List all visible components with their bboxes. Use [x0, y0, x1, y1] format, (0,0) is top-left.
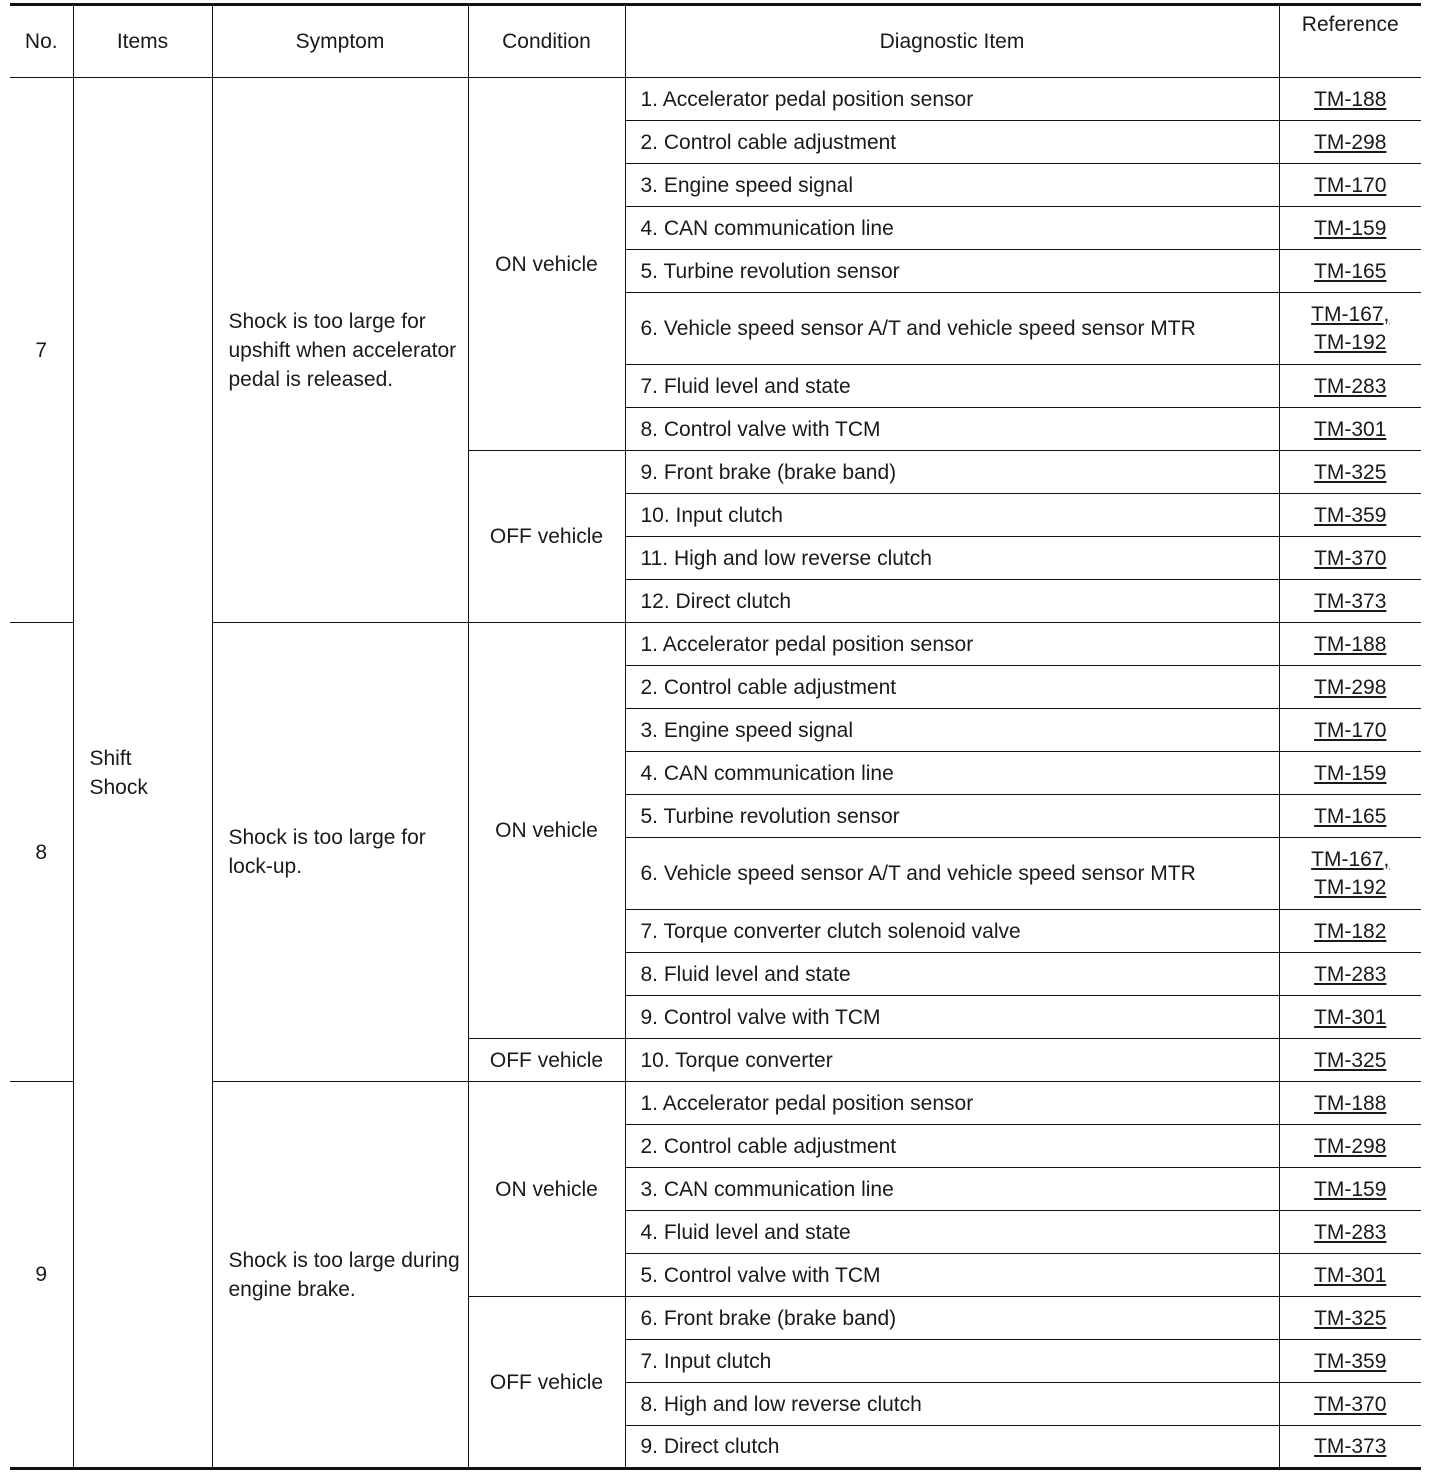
reference-cell [1279, 207, 1421, 250]
header-no: No. [10, 5, 73, 78]
header-row [10, 5, 1421, 78]
reference-link[interactable]: TM-283 [1314, 1220, 1387, 1244]
diagnostic-item: 2. Control cable adjustment [625, 666, 1279, 709]
diagnostic-item: 11. High and low reverse clutch [625, 537, 1279, 580]
reference-cell [1279, 953, 1421, 996]
reference-links [1314, 1219, 1386, 1247]
reference-link[interactable]: TM-359 [1314, 1349, 1387, 1373]
symptom-text: Shock is too large for upshift when accelerator pedal is released. [212, 78, 468, 623]
reference-cell [1279, 709, 1421, 752]
diagnostic-item: 5. Control valve with TCM [625, 1254, 1279, 1297]
reference-cell [1279, 1082, 1421, 1125]
reference-cell [1279, 1254, 1421, 1297]
reference-cell [1279, 910, 1421, 953]
reference-link[interactable]: TM-359 [1314, 503, 1387, 527]
diagnostic-item: 8. Fluid level and state [625, 953, 1279, 996]
header-items: Items [73, 5, 212, 78]
reference-link[interactable]: TM-298 [1314, 130, 1387, 154]
diagnostic-item: 2. Control cable adjustment [625, 1125, 1279, 1168]
diagnostic-item: 8. High and low reverse clutch [625, 1383, 1279, 1426]
table-row [10, 78, 1421, 121]
reference-cell [1279, 1383, 1421, 1426]
reference-links [1314, 545, 1386, 573]
diagnostic-item: 5. Turbine revolution sensor [625, 250, 1279, 293]
reference-cell [1279, 580, 1421, 623]
reference-link[interactable]: TM-301 [1314, 1263, 1387, 1287]
reference-link[interactable]: TM-188 [1314, 1091, 1387, 1115]
diagnostic-item: 9. Front brake (brake band) [625, 451, 1279, 494]
condition-label: OFF vehicle [468, 1039, 625, 1082]
reference-links [1314, 373, 1386, 401]
condition-label: OFF vehicle [468, 451, 625, 623]
diagnostic-item: 7. Input clutch [625, 1340, 1279, 1383]
reference-link[interactable]: TM-182 [1314, 919, 1387, 943]
reference-links [1314, 631, 1386, 659]
condition-label: ON vehicle [468, 78, 625, 451]
diagnostic-item: 4. CAN communication line [625, 752, 1279, 795]
reference-links [1314, 1047, 1386, 1075]
reference-link[interactable]: TM-301 [1314, 417, 1387, 441]
diagnostic-item: 7. Torque converter clutch solenoid valve [625, 910, 1279, 953]
reference-link[interactable]: TM-170 [1314, 173, 1387, 197]
reference-link[interactable]: TM-373 [1314, 589, 1387, 613]
reference-link[interactable]: TM-159 [1314, 1177, 1387, 1201]
reference-cell [1279, 996, 1421, 1039]
reference-links [1314, 1305, 1386, 1333]
row-number: 7 [10, 78, 73, 623]
diagnostic-item: 7. Fluid level and state [625, 365, 1279, 408]
reference-links [1314, 1004, 1386, 1032]
reference-links [1314, 717, 1386, 745]
reference-link[interactable]: TM-188 [1314, 632, 1387, 656]
symptom-text: Shock is too large during engine brake. [212, 1082, 468, 1469]
diagnostic-item: 4. Fluid level and state [625, 1211, 1279, 1254]
header-diagnostic-item: Diagnostic Item [625, 5, 1279, 78]
diagnostic-item: 1. Accelerator pedal position sensor [625, 1082, 1279, 1125]
header-reference: Reference [1279, 5, 1421, 78]
reference-links [1314, 215, 1386, 243]
reference-links [1314, 129, 1386, 157]
reference-links [1314, 1348, 1386, 1376]
reference-links [1314, 1133, 1386, 1161]
reference-link[interactable]: TM-298 [1314, 675, 1387, 699]
reference-links [1311, 846, 1389, 902]
diagnostic-item: 3. Engine speed signal [625, 164, 1279, 207]
table-row [10, 1082, 1421, 1125]
items-label: Shift Shock [73, 78, 212, 1469]
header-symptom: Symptom [212, 5, 468, 78]
reference-cell [1279, 121, 1421, 164]
diagnostic-item: 6. Vehicle speed sensor A/T and vehicle speed sensor MTR [625, 838, 1279, 910]
reference-links [1314, 502, 1386, 530]
reference-cell [1279, 365, 1421, 408]
reference-links [1314, 803, 1386, 831]
diagnostic-item: 2. Control cable adjustment [625, 121, 1279, 164]
reference-links [1314, 760, 1386, 788]
reference-cell [1279, 752, 1421, 795]
reference-links [1314, 674, 1386, 702]
reference-cell [1279, 623, 1421, 666]
reference-link[interactable]: TM-159 [1314, 216, 1387, 240]
diagnostic-item: 12. Direct clutch [625, 580, 1279, 623]
reference-links [1314, 961, 1386, 989]
reference-link[interactable]: TM-325 [1314, 1306, 1387, 1330]
reference-links [1314, 1176, 1386, 1204]
reference-link[interactable]: TM-325 [1314, 460, 1387, 484]
diagnostic-table [10, 3, 1421, 1470]
table-row [10, 623, 1421, 666]
reference-links [1314, 258, 1386, 286]
diagnostic-item: 6. Vehicle speed sensor A/T and vehicle speed sensor MTR [625, 293, 1279, 365]
reference-link[interactable]: TM-167, [1311, 847, 1390, 871]
row-number: 9 [10, 1082, 73, 1469]
diagnostic-item: 3. Engine speed signal [625, 709, 1279, 752]
symptom-text: Shock is too large for lock-up. [212, 623, 468, 1082]
reference-links [1314, 1391, 1386, 1419]
reference-cell [1279, 78, 1421, 121]
reference-cell [1279, 451, 1421, 494]
reference-cell [1279, 795, 1421, 838]
table-body [10, 78, 1421, 1469]
reference-links [1314, 459, 1386, 487]
reference-link[interactable]: TM-170 [1314, 718, 1387, 742]
reference-link[interactable]: TM-283 [1314, 374, 1387, 398]
reference-link[interactable]: TM-192 [1314, 330, 1387, 354]
header-condition: Condition [468, 5, 625, 78]
condition-label: ON vehicle [468, 623, 625, 1039]
reference-cell [1279, 1168, 1421, 1211]
condition-label: OFF vehicle [468, 1297, 625, 1469]
diagnostic-item: 1. Accelerator pedal position sensor [625, 623, 1279, 666]
reference-links [1314, 918, 1386, 946]
reference-cell [1279, 250, 1421, 293]
diagnostic-item: 4. CAN communication line [625, 207, 1279, 250]
reference-links [1314, 86, 1386, 114]
reference-cell [1279, 1039, 1421, 1082]
reference-link[interactable]: TM-373 [1314, 1435, 1387, 1458]
reference-link[interactable]: TM-192 [1314, 875, 1387, 899]
reference-link[interactable]: TM-165 [1314, 804, 1387, 828]
reference-link[interactable]: TM-283 [1314, 962, 1387, 986]
diagnostic-item: 5. Turbine revolution sensor [625, 795, 1279, 838]
reference-link[interactable]: TM-301 [1314, 1005, 1387, 1029]
reference-cell [1279, 408, 1421, 451]
reference-cell [1279, 1297, 1421, 1340]
diagnostic-item: 1. Accelerator pedal position sensor [625, 78, 1279, 121]
row-number: 8 [10, 623, 73, 1082]
reference-cell [1279, 494, 1421, 537]
reference-links [1314, 1262, 1386, 1290]
diagnostic-item: 3. CAN communication line [625, 1168, 1279, 1211]
reference-links [1314, 1433, 1386, 1461]
reference-link[interactable]: TM-167, [1311, 302, 1390, 326]
reference-link[interactable]: TM-298 [1314, 1134, 1387, 1158]
reference-cell [1279, 1211, 1421, 1254]
reference-cell [1279, 1340, 1421, 1383]
reference-link[interactable]: TM-188 [1314, 87, 1387, 111]
diagnostic-item: 8. Control valve with TCM [625, 408, 1279, 451]
reference-link[interactable]: TM-325 [1314, 1048, 1387, 1072]
reference-link[interactable]: TM-159 [1314, 761, 1387, 785]
reference-link[interactable]: TM-165 [1314, 259, 1387, 283]
diagnostic-item: 9. Direct clutch [625, 1426, 1279, 1469]
reference-cell [1279, 838, 1421, 910]
reference-cell [1279, 1125, 1421, 1168]
reference-links [1314, 588, 1386, 616]
reference-cell [1279, 1426, 1421, 1469]
reference-links [1314, 1090, 1386, 1118]
reference-cell [1279, 293, 1421, 365]
diagnostic-item: 10. Torque converter [625, 1039, 1279, 1082]
diagnostic-item: 9. Control valve with TCM [625, 996, 1279, 1039]
reference-link[interactable]: TM-370 [1314, 546, 1387, 570]
reference-links [1314, 172, 1386, 200]
reference-cell [1279, 666, 1421, 709]
reference-cell [1279, 537, 1421, 580]
reference-link[interactable]: TM-370 [1314, 1392, 1387, 1416]
diagnostic-item: 6. Front brake (brake band) [625, 1297, 1279, 1340]
reference-links [1314, 416, 1386, 444]
condition-label: ON vehicle [468, 1082, 625, 1297]
diagnostic-item: 10. Input clutch [625, 494, 1279, 537]
reference-cell [1279, 164, 1421, 207]
reference-links [1311, 301, 1389, 357]
